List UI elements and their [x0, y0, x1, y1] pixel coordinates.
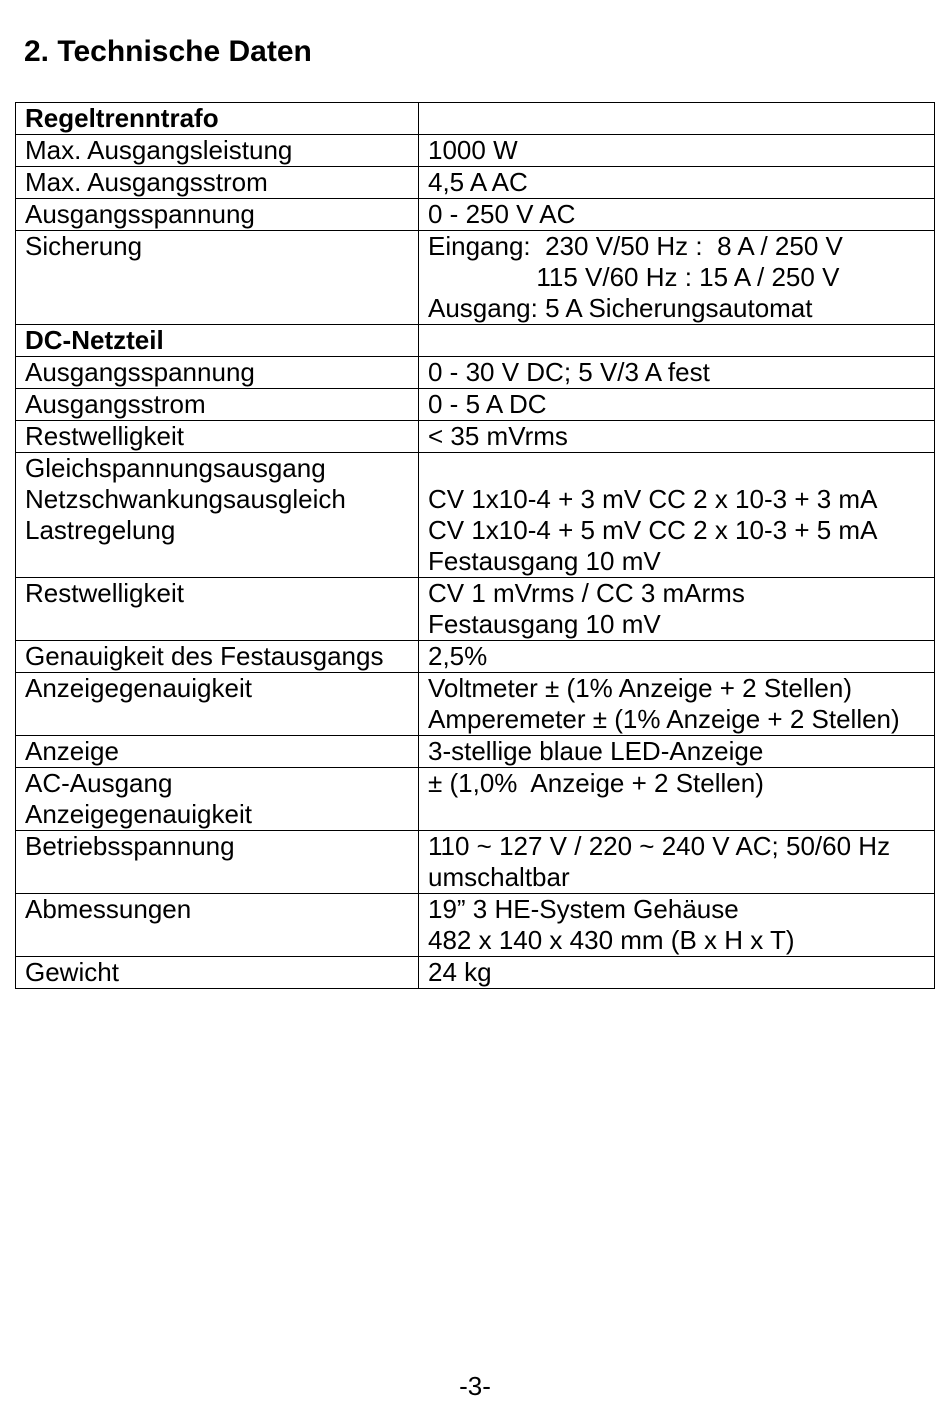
- page-number: -3-: [459, 1371, 491, 1401]
- row-label: Restwelligkeit: [16, 421, 419, 453]
- row-label: Anzeigegenauigkeit: [16, 673, 419, 736]
- row-label: Anzeige: [16, 736, 419, 768]
- table-row: [16, 421, 935, 453]
- row-value: 0 - 30 V DC; 5 V/3 A fest: [419, 357, 935, 389]
- table-row: [16, 768, 935, 831]
- table-row: [16, 641, 935, 673]
- row-label: Max. Ausgangsleistung: [16, 135, 419, 167]
- table-row: [16, 389, 935, 421]
- row-value: 19” 3 HE-System Gehäuse 482 x 140 x 430 mm (B x H x T): [419, 894, 935, 957]
- row-value: 3-stellige blaue LED-Anzeige: [419, 736, 935, 768]
- row-label: Ausgangsspannung: [16, 199, 419, 231]
- row-label: Gewicht: [16, 957, 419, 989]
- row-value: 0 - 5 A DC: [419, 389, 935, 421]
- table-row: [16, 357, 935, 389]
- row-value: ± (1,0% Anzeige + 2 Stellen): [419, 768, 935, 831]
- table-row: [16, 325, 935, 357]
- table-row: [16, 578, 935, 641]
- table-row: [16, 231, 935, 325]
- row-value: CV 1 mVrms / CC 3 mArms Festausgang 10 mV: [419, 578, 935, 641]
- row-label: Ausgangsspannung: [16, 357, 419, 389]
- row-label: Regeltrenntrafo: [16, 103, 419, 135]
- row-label: Max. Ausgangsstrom: [16, 167, 419, 199]
- row-value: CV 1x10-4 + 3 mV CC 2 x 10-3 + 3 mA CV 1x10-4 + 5 mV CC 2 x 10-3 + 5 mA Festausgang 10 mV: [419, 453, 935, 578]
- row-value: Eingang: 230 V/50 Hz : 8 A / 250 V 115 V/60 Hz : 15 A / 250 V Ausgang: 5 A Sicherungsautomat: [419, 231, 935, 325]
- row-label: Abmessungen: [16, 894, 419, 957]
- row-value: 1000 W: [419, 135, 935, 167]
- specs-table-body: [16, 103, 935, 989]
- row-label: Betriebsspannung: [16, 831, 419, 894]
- row-label: Restwelligkeit: [16, 578, 419, 641]
- specs-table: [15, 102, 935, 989]
- table-row: [16, 673, 935, 736]
- row-value: [419, 103, 935, 135]
- row-value: [419, 325, 935, 357]
- table-row: [16, 167, 935, 199]
- row-label: Genauigkeit des Festausgangs: [16, 641, 419, 673]
- row-label: Ausgangsstrom: [16, 389, 419, 421]
- row-value: 4,5 A AC: [419, 167, 935, 199]
- row-label: Gleichspannungsausgang Netzschwankungsausgleich Lastregelung: [16, 453, 419, 578]
- table-row: [16, 831, 935, 894]
- row-value: 0 - 250 V AC: [419, 199, 935, 231]
- row-label: AC-Ausgang Anzeigegenauigkeit: [16, 768, 419, 831]
- row-label: Sicherung: [16, 231, 419, 325]
- table-row: [16, 736, 935, 768]
- row-value: < 35 mVrms: [419, 421, 935, 453]
- row-value: 24 kg: [419, 957, 935, 989]
- row-value: Voltmeter ± (1% Anzeige + 2 Stellen) Amperemeter ± (1% Anzeige + 2 Stellen): [419, 673, 935, 736]
- table-row: [16, 103, 935, 135]
- table-row: [16, 135, 935, 167]
- row-label: DC-Netzteil: [16, 325, 419, 357]
- table-row: [16, 957, 935, 989]
- row-value: 110 ~ 127 V / 220 ~ 240 V AC; 50/60 Hz umschaltbar: [419, 831, 935, 894]
- page-title: 2. Technische Daten: [24, 35, 312, 68]
- table-row: [16, 199, 935, 231]
- table-row: [16, 453, 935, 578]
- table-row: [16, 894, 935, 957]
- row-value: 2,5%: [419, 641, 935, 673]
